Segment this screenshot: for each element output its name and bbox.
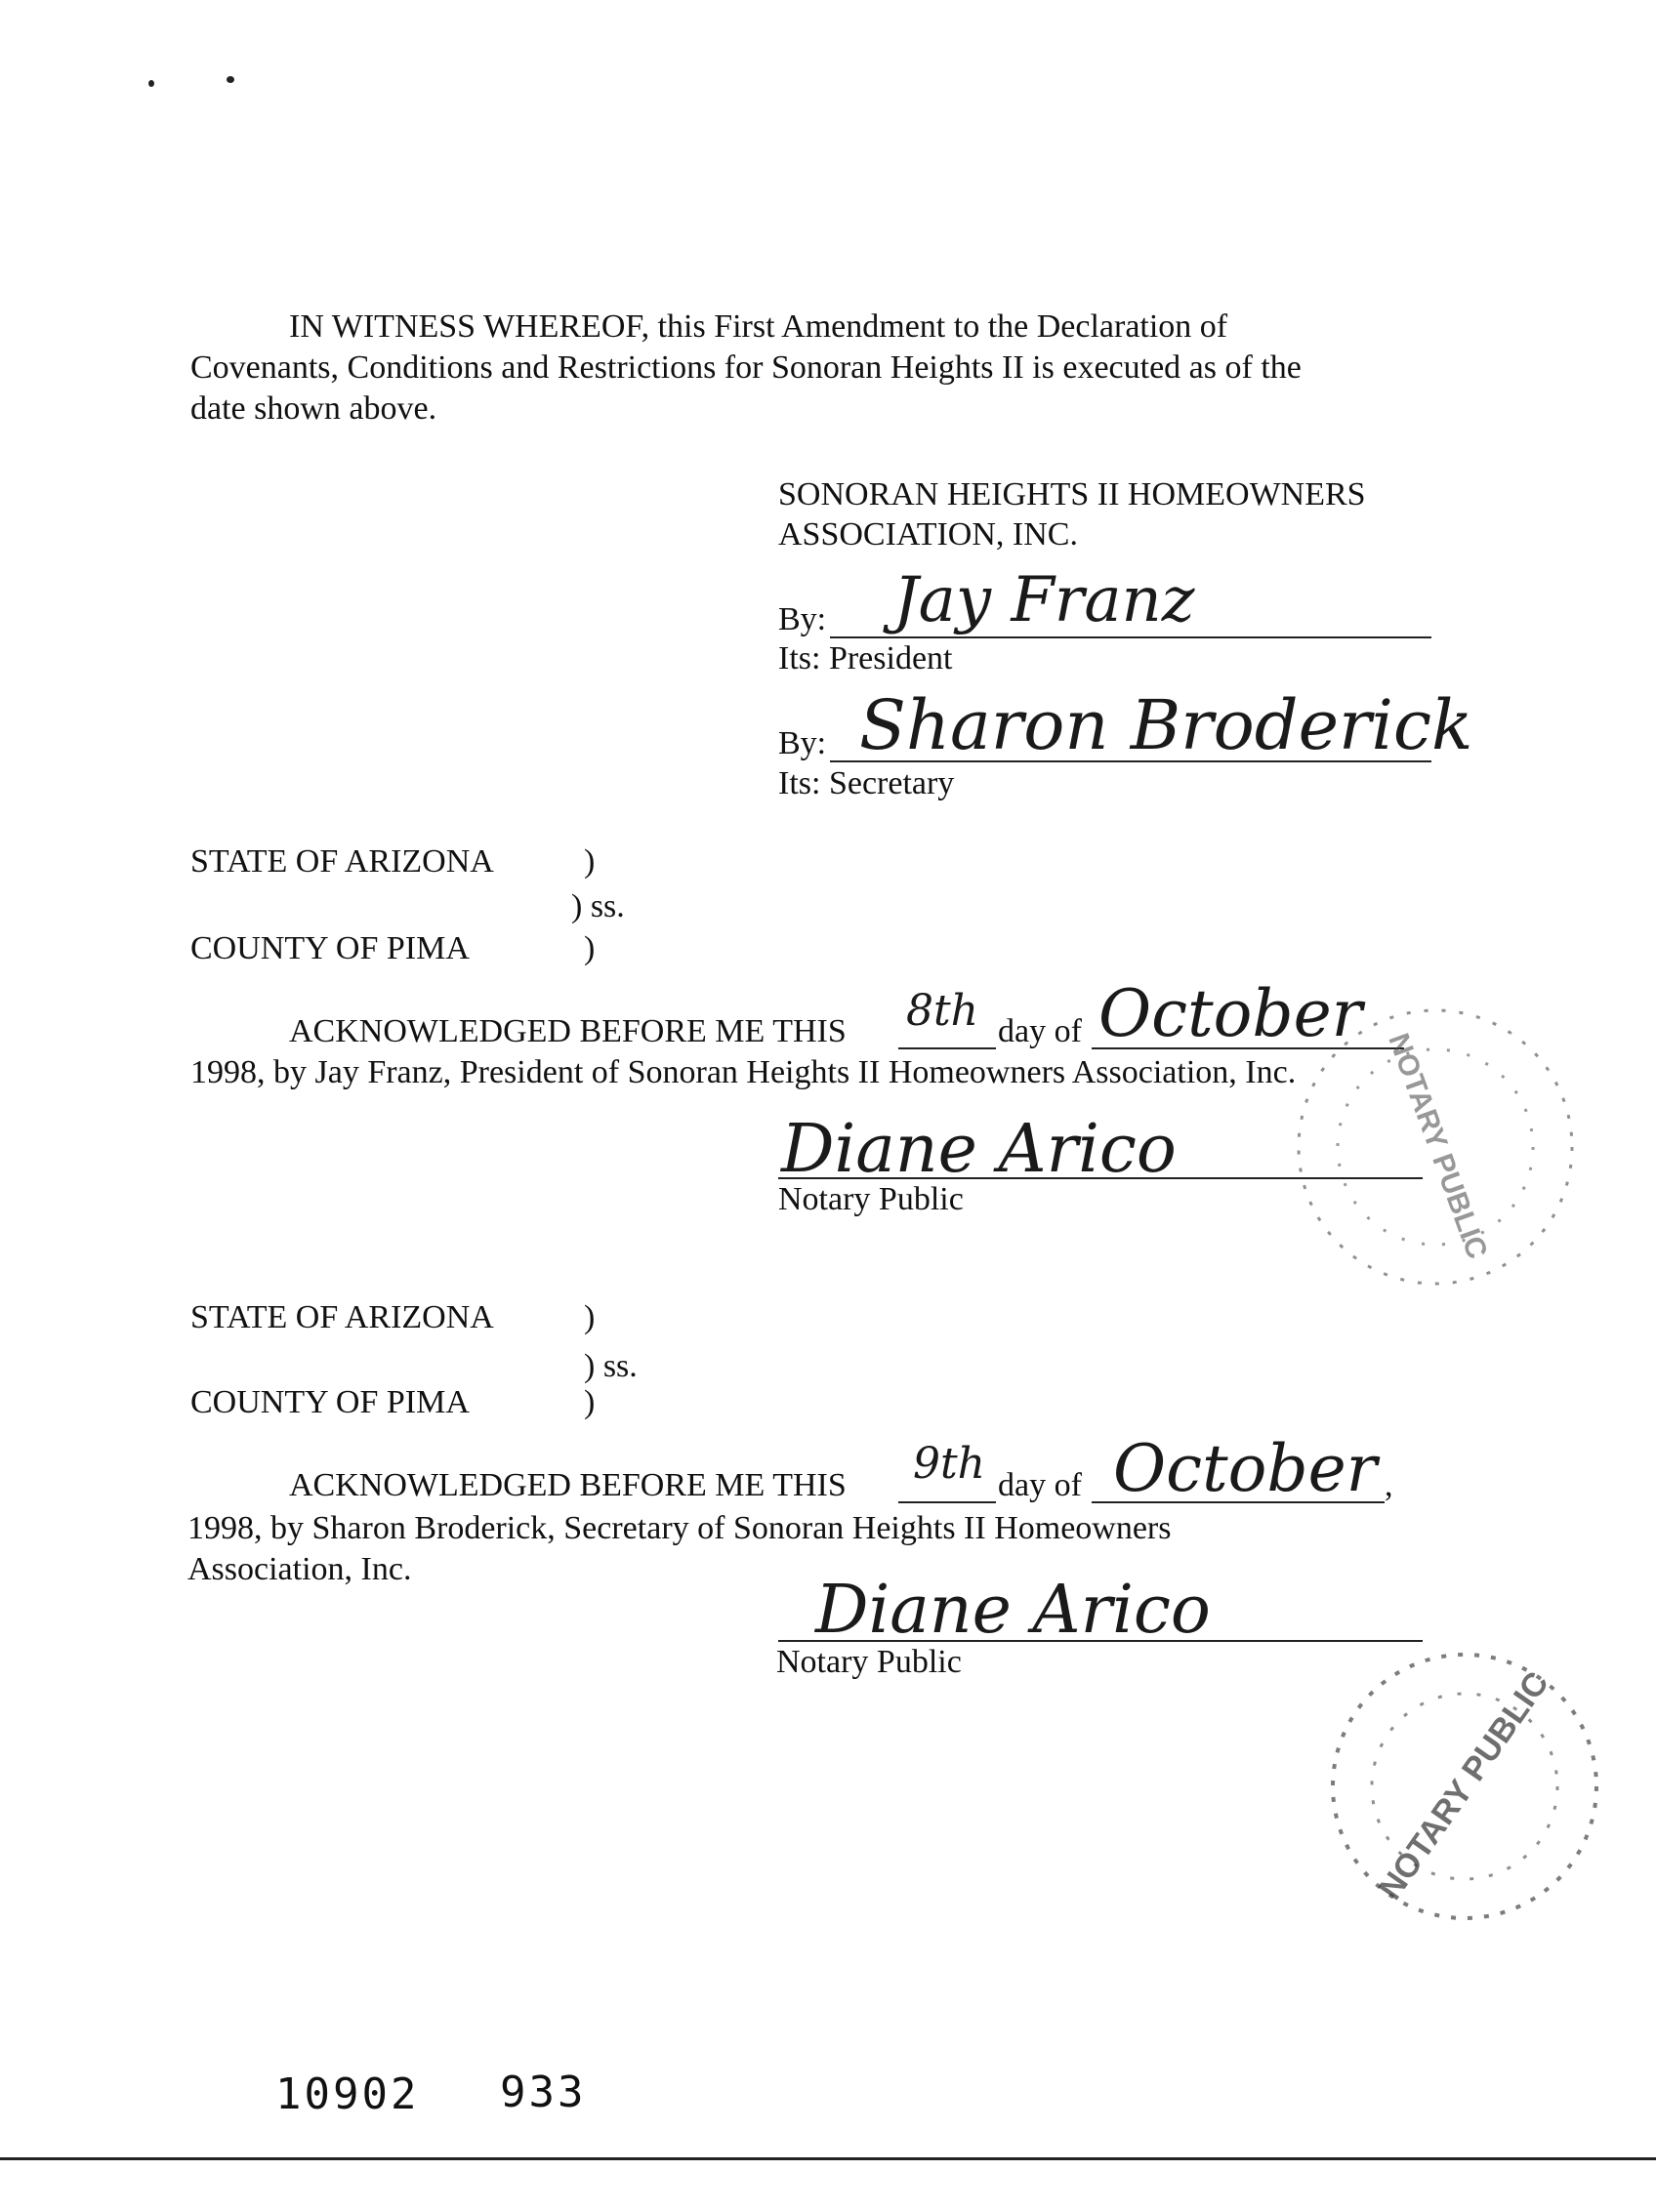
ack-month: October — [1113, 1431, 1378, 1506]
by-label: By: — [778, 725, 827, 761]
notary-seal-stamp — [1279, 986, 1601, 1308]
ss-label: ) ss. — [584, 1348, 638, 1384]
notary-signature: Diane Arico — [781, 1111, 1177, 1188]
president-signature: Jay Franz — [893, 564, 1195, 636]
seal-text: NOTARY PUBLIC — [1371, 1664, 1556, 1907]
by-label: By: — [778, 601, 827, 637]
day-of-label: day of — [998, 1467, 1082, 1503]
state-label: STATE OF ARIZONA — [190, 843, 494, 880]
venue-paren: ) — [584, 1299, 596, 1335]
witness-line-1: IN WITNESS WHEREOF, this First Amendment to the Declaration of — [289, 308, 1228, 345]
secretary-signature: Sharon Broderick — [859, 685, 1473, 765]
ack-month-comma: , — [1385, 1467, 1393, 1503]
its-secretary-label: Its: Secretary — [778, 765, 955, 801]
its-president-label: Its: President — [778, 640, 953, 676]
state-label: STATE OF ARIZONA — [190, 1299, 494, 1335]
bottom-rule — [0, 2157, 1656, 2160]
day-line — [898, 1047, 996, 1049]
notary-public-label: Notary Public — [776, 1644, 962, 1680]
county-label: COUNTY OF PIMA — [190, 1384, 470, 1420]
scan-speck — [227, 76, 234, 83]
witness-line-3: date shown above. — [190, 390, 437, 427]
venue-paren: ) — [584, 930, 596, 966]
seal-text: NOTARY PUBLIC — [1382, 1029, 1494, 1263]
association-name-line-1: SONORAN HEIGHTS II HOMEOWNERS — [778, 476, 1366, 512]
page-number: 933 — [500, 2068, 587, 2117]
signature-line — [830, 636, 1431, 638]
venue-paren: ) — [584, 843, 596, 880]
scan-speck — [148, 80, 154, 87]
venue-paren: ) — [584, 1384, 596, 1420]
county-label: COUNTY OF PIMA — [190, 930, 470, 966]
ack-prefix: ACKNOWLEDGED BEFORE ME THIS — [289, 1467, 847, 1503]
witness-line-2: Covenants, Conditions and Restrictions for Sonoran Heights II is executed as of the — [190, 349, 1302, 386]
ss-label: ) ss. — [571, 888, 625, 924]
ack-body: 1998, by Sharon Broderick, Secretary of Sonoran Heights II Homeowners — [187, 1510, 1172, 1546]
day-of-label: day of — [998, 1013, 1082, 1049]
ack-body-continued: Association, Inc. — [187, 1551, 412, 1587]
ack-day: 8th — [906, 986, 979, 1036]
ack-prefix: ACKNOWLEDGED BEFORE ME THIS — [289, 1013, 847, 1049]
ack-day: 9th — [913, 1439, 986, 1489]
ack-body: 1998, by Jay Franz, President of Sonoran Heights II Homeowners Association, Inc. — [190, 1054, 1297, 1090]
docket-number: 10902 — [275, 2069, 420, 2119]
notary-signature: Diane Arico — [815, 1572, 1211, 1649]
notary-public-label: Notary Public — [778, 1181, 964, 1217]
association-name-line-2: ASSOCIATION, INC. — [778, 516, 1078, 553]
notary-seal-stamp — [1308, 1630, 1631, 1952]
ack-month: October — [1098, 976, 1363, 1051]
day-line — [898, 1501, 996, 1503]
